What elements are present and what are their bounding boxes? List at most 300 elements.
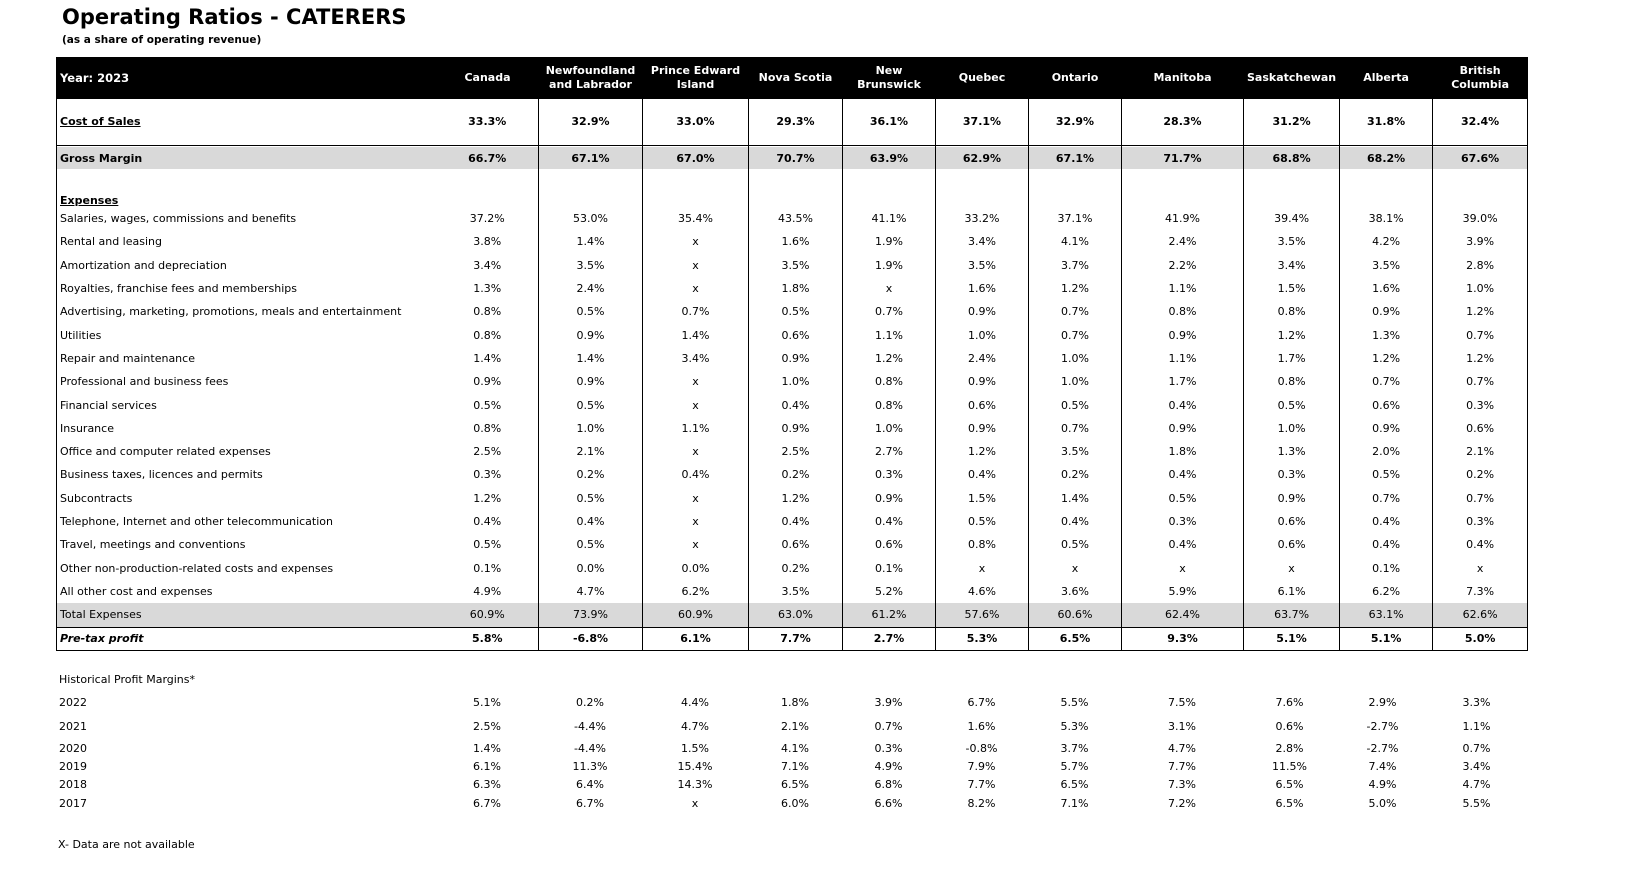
historical-cell: 6.3% — [473, 778, 501, 791]
pretax-profit-row-label: Pre-tax profit — [57, 627, 437, 650]
expense-row-cell: 1.4% — [539, 230, 643, 253]
historical-cell: 7.6% — [1275, 695, 1304, 709]
historical-cell: 4.9% — [1368, 778, 1397, 791]
expense-row-cell: 1.5% — [936, 487, 1029, 510]
expense-row-cell: 0.7% — [1340, 370, 1433, 393]
empty-cell — [842, 668, 935, 690]
pretax-profit-row-cell: 5.3% — [936, 627, 1029, 650]
expense-row-label: Rental and leasing — [57, 230, 437, 253]
empty-cell — [748, 668, 842, 690]
expense-row-cell: 0.5% — [437, 533, 539, 556]
expense-row-cell: 0.7% — [843, 300, 936, 323]
historical-year: 2022 — [59, 695, 87, 709]
pretax-profit-row — [57, 627, 1528, 650]
expense-row-cell: 0.8% — [936, 533, 1029, 556]
expense-row-cell: 3.4% — [437, 254, 539, 277]
expenses-heading-row-label: Expenses — [57, 169, 437, 207]
expense-row-cell: x — [936, 556, 1029, 579]
expenses-heading-row-cell — [539, 169, 643, 207]
pretax-profit-row-cell: 5.0% — [1433, 627, 1528, 650]
expense-row-cell: 0.1% — [437, 556, 539, 579]
expense-row-cell: 7.3% — [1433, 580, 1528, 603]
expense-row-cell: 3.5% — [749, 254, 843, 277]
expense-row-cell: 3.5% — [1244, 230, 1340, 253]
column-header-region: Alberta — [1340, 57, 1433, 99]
expense-row-cell: 2.5% — [437, 440, 539, 463]
total-expenses-row-cell: 62.6% — [1433, 603, 1528, 627]
expense-row-cell: 0.7% — [1433, 370, 1528, 393]
expense-row-cell: 1.8% — [1122, 440, 1244, 463]
expense-row — [57, 417, 1528, 440]
expense-row-cell: 39.4% — [1244, 207, 1340, 230]
expense-row-label: Office and computer related expenses — [57, 440, 437, 463]
total-expenses-row-cell: 61.2% — [843, 603, 936, 627]
expense-row-cell: 1.6% — [936, 277, 1029, 300]
expense-row-cell: 0.8% — [437, 323, 539, 346]
expense-row-cell: 1.0% — [1029, 347, 1122, 370]
total-expenses-row-cell: 60.9% — [643, 603, 749, 627]
expense-row-cell: 3.5% — [749, 580, 843, 603]
expense-row-cell: 1.0% — [539, 417, 643, 440]
expense-row-cell: 1.7% — [1122, 370, 1244, 393]
historical-cell: 11.5% — [1272, 759, 1307, 773]
expense-row-cell: 41.9% — [1122, 207, 1244, 230]
historical-cell: 6.0% — [781, 797, 809, 810]
expense-row-cell: x — [643, 510, 749, 533]
expense-row-cell: 0.0% — [539, 556, 643, 579]
expense-row-cell: 1.3% — [1340, 323, 1433, 346]
expenses-heading-row-cell — [1433, 169, 1528, 207]
cost-of-sales-row-cell: 33.0% — [643, 99, 749, 145]
expense-row-cell: 0.3% — [843, 463, 936, 486]
gross-margin-row-cell: 68.2% — [1340, 147, 1433, 169]
expense-row-cell: 0.1% — [1340, 556, 1433, 579]
expense-row-cell: 0.3% — [437, 463, 539, 486]
pretax-profit-row-cell: 6.1% — [643, 627, 749, 650]
expense-row-label: Advertising, marketing, promotions, meals and entertainment — [57, 300, 437, 323]
expense-row-cell: 1.0% — [749, 370, 843, 393]
expense-row-label: Telephone, Internet and other telecommunication — [57, 510, 437, 533]
cost-of-sales-row-cell: 31.2% — [1244, 99, 1340, 145]
historical-cell: 6.5% — [781, 778, 809, 791]
expense-row-cell: 0.6% — [1340, 393, 1433, 416]
historical-cell: 1.5% — [681, 741, 709, 755]
pretax-profit-row-cell: 5.1% — [1244, 627, 1340, 650]
historical-cell: 6.7% — [967, 695, 996, 709]
expense-row-cell: 1.8% — [749, 277, 843, 300]
historical-cell: 0.6% — [1275, 720, 1304, 733]
expense-row-cell: 0.6% — [936, 393, 1029, 416]
cost-of-sales-row-cell: 29.3% — [749, 99, 843, 145]
expense-row-cell: 3.5% — [1029, 440, 1122, 463]
footnote: X- Data are not available — [58, 838, 195, 851]
historical-row — [56, 757, 1524, 775]
historical-cell: 5.5% — [1462, 797, 1491, 810]
historical-row — [56, 714, 1524, 739]
expense-row-cell: 0.5% — [936, 510, 1029, 533]
expense-row-cell: 1.4% — [437, 347, 539, 370]
expense-row-cell: 38.1% — [1340, 207, 1433, 230]
empty-cell — [1336, 668, 1429, 690]
historical-cell: 6.7% — [473, 797, 501, 810]
expense-row-label: Salaries, wages, commissions and benefits — [57, 207, 437, 230]
expense-row-cell: 0.8% — [1122, 300, 1244, 323]
expense-row-cell: 0.7% — [1029, 323, 1122, 346]
historical-cell: 7.3% — [1168, 778, 1196, 791]
expense-row-cell: 0.9% — [936, 417, 1029, 440]
gross-margin-row-cell: 67.0% — [643, 147, 749, 169]
historical-cell: 6.5% — [1275, 778, 1304, 791]
expense-row-cell: 0.4% — [1340, 533, 1433, 556]
cost-of-sales-row-cell: 32.9% — [1029, 99, 1122, 145]
page-title: Operating Ratios - CATERERS — [62, 5, 407, 29]
expense-row-cell: 0.9% — [749, 347, 843, 370]
operating-ratios-table — [56, 57, 1528, 651]
historical-cell: 0.2% — [576, 695, 604, 709]
expense-row-cell: 0.6% — [749, 323, 843, 346]
historical-row — [56, 739, 1524, 757]
expense-row-cell: x — [643, 230, 749, 253]
expense-row-cell: 1.0% — [1029, 370, 1122, 393]
historical-cell: 5.3% — [1060, 720, 1089, 733]
historical-cell: 0.7% — [1462, 741, 1491, 755]
expense-row-cell: 0.5% — [749, 300, 843, 323]
historical-cell: 6.6% — [874, 797, 903, 810]
expense-row-cell: x — [643, 370, 749, 393]
expense-row-cell: 0.5% — [539, 487, 643, 510]
expense-row-cell: 0.9% — [539, 323, 643, 346]
historical-cell: 2.8% — [1275, 741, 1304, 755]
expense-row-label: Business taxes, licences and permits — [57, 463, 437, 486]
column-header-region: Canada — [437, 57, 539, 99]
historical-cell: 6.7% — [576, 797, 604, 810]
historical-cell: 1.1% — [1462, 720, 1491, 733]
expense-row — [57, 300, 1528, 323]
expense-row-label: Insurance — [57, 417, 437, 440]
expense-row-cell: 1.1% — [843, 323, 936, 346]
historical-profit-margins-table — [56, 668, 1524, 813]
expense-row-cell: x — [643, 440, 749, 463]
expense-row-cell: 5.9% — [1122, 580, 1244, 603]
expense-row-cell: 0.4% — [1122, 463, 1244, 486]
expense-row-cell: 6.2% — [643, 580, 749, 603]
cost-of-sales-row-cell: 31.8% — [1340, 99, 1433, 145]
expenses-heading-row-cell — [1244, 169, 1340, 207]
historical-cell: 7.1% — [781, 759, 809, 773]
gross-margin-row-cell: 63.9% — [843, 147, 936, 169]
pretax-profit-row-cell: -6.8% — [539, 627, 643, 650]
expense-row-cell: 3.4% — [936, 230, 1029, 253]
expense-row-cell: 0.2% — [1029, 463, 1122, 486]
expense-row-cell: 0.9% — [1122, 417, 1244, 440]
gross-margin-row-cell: 66.7% — [437, 147, 539, 169]
pretax-profit-row-cell: 9.3% — [1122, 627, 1244, 650]
expense-row-cell: 1.2% — [1433, 347, 1528, 370]
expense-row-cell: 1.0% — [1244, 417, 1340, 440]
historical-cell: 3.3% — [1462, 695, 1491, 709]
expense-row-cell: 0.3% — [1122, 510, 1244, 533]
expense-row-cell: 1.9% — [843, 230, 936, 253]
historical-cell: 4.1% — [781, 741, 809, 755]
expense-row-cell: 0.6% — [1244, 510, 1340, 533]
expense-row-cell: 0.9% — [843, 487, 936, 510]
expense-row-cell: 0.5% — [539, 533, 643, 556]
historical-cell: 7.1% — [1060, 797, 1089, 810]
expense-row-cell: 0.9% — [1244, 487, 1340, 510]
total-expenses-row-cell: 60.6% — [1029, 603, 1122, 627]
expense-row — [57, 347, 1528, 370]
expense-row-cell: 0.9% — [1340, 300, 1433, 323]
expense-row-cell: 3.4% — [643, 347, 749, 370]
expense-row-cell: 0.8% — [1244, 370, 1340, 393]
expense-row-cell: 0.5% — [1244, 393, 1340, 416]
expense-row-cell: x — [1029, 556, 1122, 579]
expense-row-label: Subcontracts — [57, 487, 437, 510]
historical-heading: Historical Profit Margins* — [59, 672, 196, 686]
total-expenses-row-cell: 60.9% — [437, 603, 539, 627]
expense-row-cell: 0.9% — [1122, 323, 1244, 346]
expense-row-cell: 37.1% — [1029, 207, 1122, 230]
empty-cell — [1028, 668, 1121, 690]
expense-row-label: Amortization and depreciation — [57, 254, 437, 277]
expense-row — [57, 440, 1528, 463]
expense-row — [57, 277, 1528, 300]
expense-row-cell: 2.0% — [1340, 440, 1433, 463]
expense-row-cell: 0.9% — [1340, 417, 1433, 440]
expense-row-cell: 0.4% — [1029, 510, 1122, 533]
expense-row-cell: 1.0% — [936, 323, 1029, 346]
gross-margin-row-cell: 70.7% — [749, 147, 843, 169]
pretax-profit-row-cell: 7.7% — [749, 627, 843, 650]
expense-row-cell: 0.6% — [1244, 533, 1340, 556]
expense-row-cell: 2.2% — [1122, 254, 1244, 277]
column-header-region: Manitoba — [1122, 57, 1244, 99]
expense-row-cell: 4.2% — [1340, 230, 1433, 253]
expense-row-label: All other cost and expenses — [57, 580, 437, 603]
expense-row-label: Utilities — [57, 323, 437, 346]
historical-cell: 2.9% — [1368, 695, 1397, 709]
expense-row-cell: 0.4% — [643, 463, 749, 486]
empty-cell — [1121, 668, 1243, 690]
expense-row-cell: 0.4% — [539, 510, 643, 533]
historical-cell: 8.2% — [967, 797, 996, 810]
expense-row-cell: 3.4% — [1244, 254, 1340, 277]
page-subtitle: (as a share of operating revenue) — [62, 34, 262, 45]
expense-row-cell: 33.2% — [936, 207, 1029, 230]
expenses-heading-row-cell — [437, 169, 539, 207]
historical-row — [56, 775, 1524, 794]
expense-row-cell: 1.2% — [1244, 323, 1340, 346]
expense-row-cell: 39.0% — [1433, 207, 1528, 230]
expense-row-cell: 2.1% — [1433, 440, 1528, 463]
historical-cell: 0.3% — [874, 741, 903, 755]
total-expenses-row-cell: 62.4% — [1122, 603, 1244, 627]
expense-row-cell: 6.2% — [1340, 580, 1433, 603]
expense-row-cell: 1.2% — [749, 487, 843, 510]
expense-row-cell: x — [843, 277, 936, 300]
historical-cell: -4.4% — [574, 741, 606, 755]
historical-cell: 7.4% — [1368, 759, 1397, 773]
expense-row-label: Professional and business fees — [57, 370, 437, 393]
expense-row — [57, 254, 1528, 277]
total-expenses-row-cell: 63.7% — [1244, 603, 1340, 627]
expense-row-cell: x — [1122, 556, 1244, 579]
gross-margin-row-label: Gross Margin — [57, 147, 437, 169]
expense-row-label: Repair and maintenance — [57, 347, 437, 370]
historical-cell: 7.9% — [967, 759, 996, 773]
expense-row-cell: 2.4% — [539, 277, 643, 300]
expense-row-cell: 0.4% — [1122, 393, 1244, 416]
total-expenses-row-label: Total Expenses — [57, 603, 437, 627]
historical-year: 2020 — [59, 741, 87, 755]
expense-row — [57, 370, 1528, 393]
expense-row-cell: 3.6% — [1029, 580, 1122, 603]
gross-margin-row-cell: 71.7% — [1122, 147, 1244, 169]
expenses-heading-row-cell — [749, 169, 843, 207]
expense-row-cell: 2.7% — [843, 440, 936, 463]
expense-row-cell: 3.5% — [936, 254, 1029, 277]
gross-margin-row-cell: 68.8% — [1244, 147, 1340, 169]
historical-cell: 4.7% — [681, 720, 709, 733]
historical-cell: -2.7% — [1366, 741, 1399, 755]
expense-row-cell: 0.5% — [1029, 393, 1122, 416]
historical-year: 2019 — [59, 759, 87, 773]
expense-row-cell: x — [643, 393, 749, 416]
expense-row-cell: 0.5% — [1029, 533, 1122, 556]
expense-row-cell: 1.4% — [1029, 487, 1122, 510]
expense-row-cell: x — [1244, 556, 1340, 579]
expense-row-cell: 43.5% — [749, 207, 843, 230]
expense-row-label: Royalties, franchise fees and memberships — [57, 277, 437, 300]
historical-cell: 0.7% — [874, 720, 903, 733]
expense-row-cell: 1.7% — [1244, 347, 1340, 370]
expense-row-cell: 1.2% — [437, 487, 539, 510]
historical-cell: 14.3% — [677, 778, 713, 791]
column-header-region: New Brunswick — [843, 57, 936, 99]
pretax-profit-row-cell: 5.8% — [437, 627, 539, 650]
historical-year: 2017 — [59, 797, 87, 810]
total-expenses-row-cell: 73.9% — [539, 603, 643, 627]
expense-row — [57, 556, 1528, 579]
historical-cell: 3.7% — [1060, 741, 1089, 755]
expense-row-cell: 0.5% — [1122, 487, 1244, 510]
historical-cell: 6.8% — [874, 778, 903, 791]
expense-row-cell: 3.7% — [1029, 254, 1122, 277]
expense-row-cell: 1.9% — [843, 254, 936, 277]
expenses-heading-row-cell — [1029, 169, 1122, 207]
expense-row — [57, 510, 1528, 533]
expense-row-cell: 0.4% — [1122, 533, 1244, 556]
expense-row-cell: 35.4% — [643, 207, 749, 230]
expense-row-cell: 0.9% — [936, 300, 1029, 323]
expense-row-cell: 1.6% — [1340, 277, 1433, 300]
expense-row-cell: 0.8% — [843, 370, 936, 393]
historical-cell: 6.5% — [1060, 778, 1089, 791]
historical-heading-row — [56, 668, 1524, 690]
historical-cell: -2.7% — [1366, 720, 1399, 733]
expense-row — [57, 230, 1528, 253]
gross-margin-row-cell: 67.6% — [1433, 147, 1528, 169]
expense-row-label: Travel, meetings and conventions — [57, 533, 437, 556]
expense-row-cell: 0.8% — [437, 417, 539, 440]
column-header-region: Prince Edward Island — [643, 57, 749, 99]
empty-cell — [1243, 668, 1336, 690]
expenses-heading-row — [57, 169, 1528, 207]
expense-row-cell: x — [643, 533, 749, 556]
expenses-heading-row-cell — [1340, 169, 1433, 207]
expense-row-cell: 0.7% — [1433, 487, 1528, 510]
expense-row-cell: 0.4% — [843, 510, 936, 533]
expense-row-cell: 1.2% — [1340, 347, 1433, 370]
historical-cell: 4.9% — [874, 759, 903, 773]
total-expenses-row-cell: 57.6% — [936, 603, 1029, 627]
expense-row-cell: 3.5% — [539, 254, 643, 277]
expense-row-cell: 1.5% — [1244, 277, 1340, 300]
expense-row — [57, 533, 1528, 556]
historical-cell: 5.7% — [1060, 759, 1089, 773]
gross-margin-row-cell: 67.1% — [539, 147, 643, 169]
expense-row-cell: 3.8% — [437, 230, 539, 253]
historical-cell: 6.4% — [576, 778, 604, 791]
pretax-profit-row-cell: 2.7% — [843, 627, 936, 650]
expense-row-cell: 0.5% — [437, 393, 539, 416]
expense-row-cell: 0.1% — [843, 556, 936, 579]
expense-row — [57, 463, 1528, 486]
expense-row-cell: 0.8% — [843, 393, 936, 416]
historical-cell: 5.0% — [1368, 797, 1397, 810]
expense-row-cell: 0.8% — [437, 300, 539, 323]
expense-row-cell: 0.4% — [749, 393, 843, 416]
expense-row-label: Financial services — [57, 393, 437, 416]
gross-margin-row-cell: 67.1% — [1029, 147, 1122, 169]
expense-row-cell: x — [1433, 556, 1528, 579]
expense-row — [57, 207, 1528, 230]
expense-row-cell: 0.0% — [643, 556, 749, 579]
total-expenses-row-cell: 63.1% — [1340, 603, 1433, 627]
expense-row-cell: x — [643, 277, 749, 300]
expense-row-cell: 1.6% — [749, 230, 843, 253]
historical-cell: x — [691, 797, 699, 810]
historical-cell: 2.5% — [473, 720, 501, 733]
expense-row-cell: 0.8% — [1244, 300, 1340, 323]
expense-row-cell: 4.7% — [539, 580, 643, 603]
expense-row-cell: 0.4% — [1340, 510, 1433, 533]
column-header-region: Nova Scotia — [749, 57, 843, 99]
expense-row-cell: 0.2% — [539, 463, 643, 486]
expense-row-cell: 1.1% — [643, 417, 749, 440]
expense-row-cell: x — [643, 487, 749, 510]
expense-row-cell: 2.4% — [936, 347, 1029, 370]
expense-row-cell: 0.7% — [643, 300, 749, 323]
historical-cell: 5.5% — [1060, 695, 1089, 709]
expense-row-cell: 3.9% — [1433, 230, 1528, 253]
expense-row — [57, 487, 1528, 510]
expense-row-cell: 0.6% — [1433, 417, 1528, 440]
expense-row-cell: 0.7% — [1433, 323, 1528, 346]
expenses-heading-row-cell — [843, 169, 936, 207]
column-header-region: Newfoundland and Labrador — [539, 57, 643, 99]
historical-cell: 7.7% — [967, 778, 996, 791]
expense-row-cell: 1.2% — [1029, 277, 1122, 300]
expense-row-cell: 1.1% — [1122, 277, 1244, 300]
expense-row-cell: 0.5% — [539, 300, 643, 323]
cost-of-sales-row-label: Cost of Sales — [57, 99, 437, 145]
gross-margin-row-cell: 62.9% — [936, 147, 1029, 169]
historical-year: 2018 — [59, 778, 87, 791]
expense-row — [57, 323, 1528, 346]
expense-row-cell: 2.1% — [539, 440, 643, 463]
expense-row-cell: 0.7% — [1029, 300, 1122, 323]
